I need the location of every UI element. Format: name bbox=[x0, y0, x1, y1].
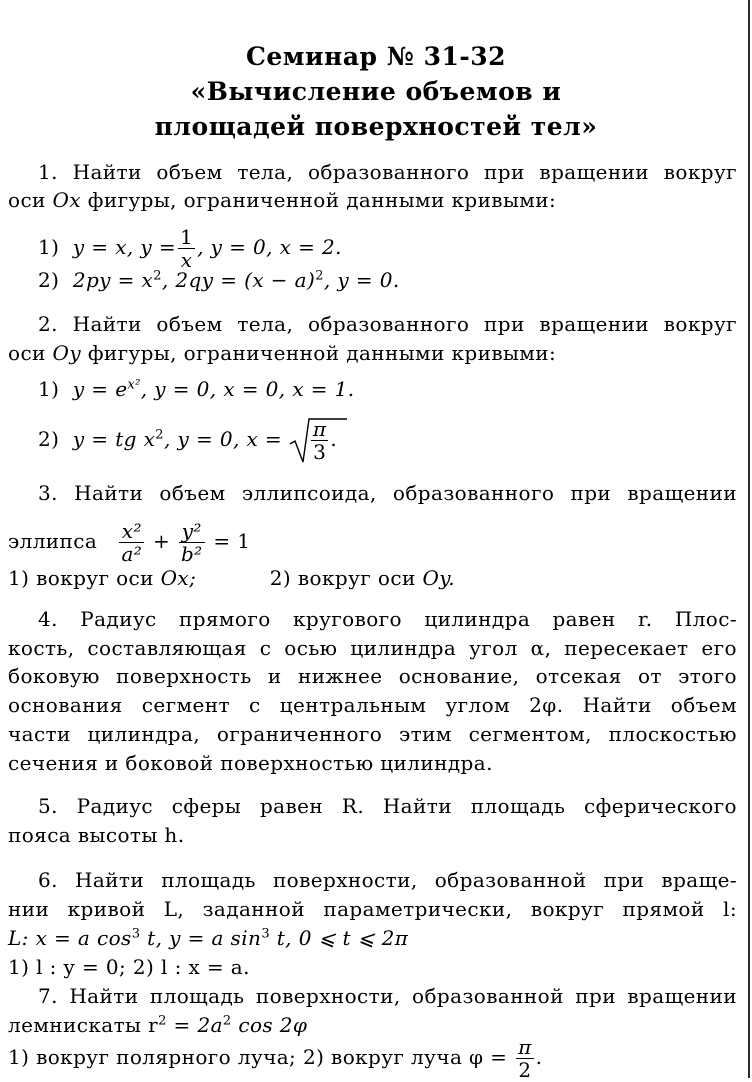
problem-7-line-1: 7. Найти площадь поверхности, образованной при вращении bbox=[38, 984, 737, 1008]
problem-4-line-1: 4. Радиус прямого кругового цилиндра равен r. Плос- bbox=[38, 607, 737, 631]
title-line-1: Семинар № 31-32 bbox=[245, 42, 507, 71]
problem-4-line-6: сечения и боковой поверхностью цилиндра. bbox=[8, 751, 493, 775]
problem-1-line-1: 1. Найти объем тела, образованного при вращении вокруг bbox=[38, 160, 737, 184]
problem-5-line-2: пояса высоты h. bbox=[8, 823, 185, 847]
problem-2-line-2: оси Oy фигуры, ограниченной данными кривыми: bbox=[8, 341, 557, 365]
radical-sign-icon bbox=[289, 416, 349, 466]
problem-3-options: 1) вокруг оси Ox; 2) вокруг оси Oy. bbox=[8, 566, 456, 590]
page-right-border bbox=[748, 0, 750, 1078]
problem-1-item-2: 2) $2py = x^2$, $2qy = (x - a)^2$, y = 0. bbox=[38, 268, 400, 292]
problem-7-line-3: 1) вокруг полярного луча; 2) вокруг луча φ = $\frac{\pi}{2}$ . bbox=[8, 1035, 543, 1082]
problem-2-line-1: 2. Найти объем тела, образованного при вращении вокруг bbox=[38, 312, 737, 336]
problem-2-item-2: 2) y = tg $x^2$, y = 0, x = $\frac{\pi}{3}$ . bbox=[38, 418, 337, 463]
problem-4-line-3: боковую поверхность и нижнее основание, отсекая от этого bbox=[8, 664, 737, 688]
title-line-2: «Вычисление объемов и bbox=[190, 77, 562, 106]
problem-6-line-2: нии кривой L, заданной параметрически, вокруг прямой l: bbox=[8, 897, 737, 921]
problem-6-line-3: L: x = a $\cos^3 t$, y = a $\sin^3 t$, 0 ⩽ t ⩽ 2π bbox=[8, 926, 409, 950]
problem-4-line-4: основания сегмент с центральным углом 2φ. Найти объем bbox=[8, 693, 737, 717]
problem-4-line-2: кость, составляющая с осью цилиндра угол α, пересекает его bbox=[8, 636, 737, 660]
problem-1-line-2: оси Ox фигуры, ограниченной данными кривыми: bbox=[8, 188, 557, 212]
problem-2-item-1: 1) $y = e^{x^2}$, y = 0, x = 0, x = 1. bbox=[38, 377, 355, 401]
problem-3-ellipse: эллипса $\frac{\text{x²}}{\text{a²}}$ + $\frac{\text{y²}}{\text{b²}}$ = 1 bbox=[8, 519, 251, 566]
problem-7-line-2: лемнискаты $r^2 = 2a^2$ cos 2φ bbox=[8, 1013, 308, 1037]
fraction: $\frac{1}{x}$ bbox=[180, 225, 194, 272]
problem-5-line-1: 5. Радиус сферы равен R. Найти площадь сферического bbox=[38, 794, 737, 818]
problem-1-item-1: 1) y = x, y = $\frac{1}{x}$ , y = 0, x = 2. bbox=[38, 225, 342, 272]
problem-6-line-1: 6. Найти площадь поверхности, образованной при враще- bbox=[38, 868, 737, 892]
square-root: $\frac{\pi}{3}$ bbox=[289, 418, 331, 463]
title-line-3: площадей поверхностей тел» bbox=[154, 112, 598, 141]
problem-4-line-5: части цилиндра, ограниченного этим сегментом, плоскостью bbox=[8, 722, 737, 746]
problem-6-line-4: 1) l : y = 0; 2) l : x = a. bbox=[8, 955, 250, 979]
problem-3-line-1: 3. Найти объем эллипсоида, образованного при вращении bbox=[38, 481, 737, 505]
